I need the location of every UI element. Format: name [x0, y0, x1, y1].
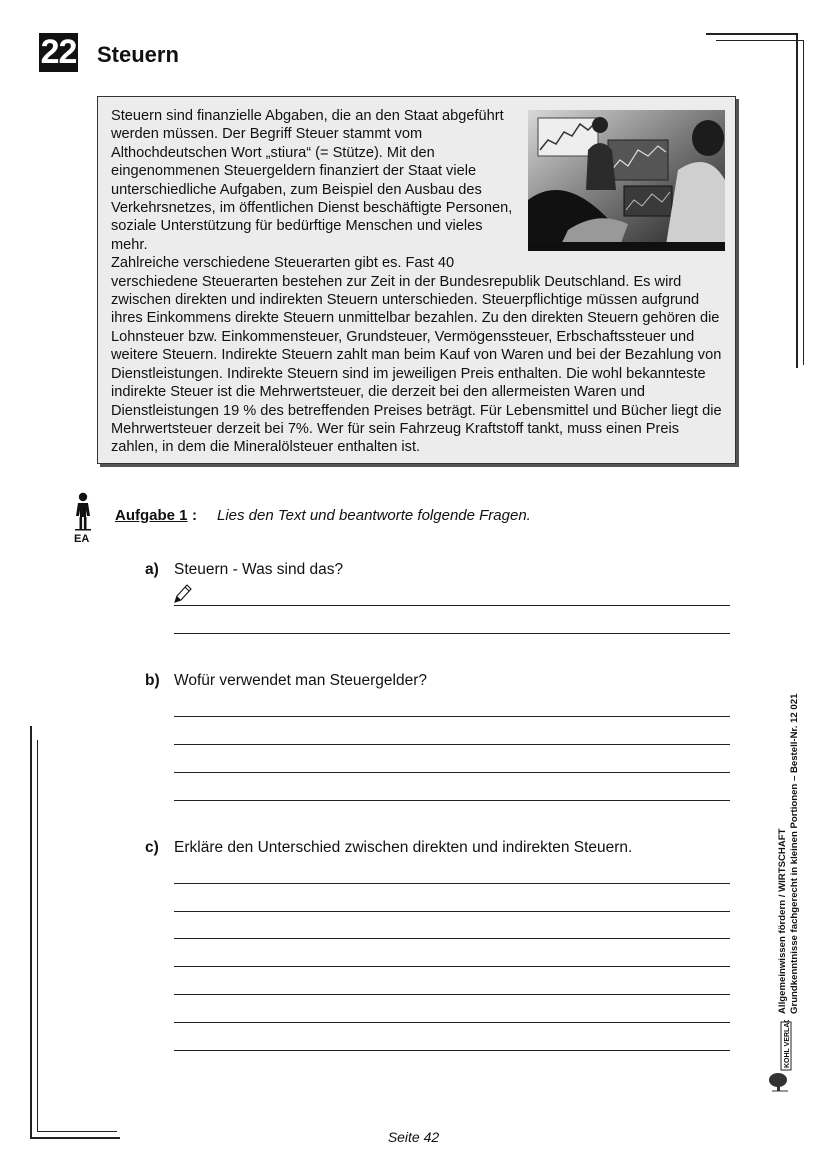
question-c-letter: c) [145, 839, 159, 856]
answer-line-c-2[interactable] [174, 911, 730, 912]
answer-line-b-1[interactable] [174, 716, 730, 717]
chapter-number: 22 [40, 33, 77, 71]
trading-office-photo [528, 110, 725, 251]
info-box [97, 96, 736, 464]
answer-line-c-3[interactable] [174, 938, 730, 939]
tree-logo-icon [768, 1020, 800, 1092]
sidebar-line-1: Allgemeinwissen fördern / WIRTSCHAFT [777, 828, 788, 1014]
info-text [111, 107, 725, 457]
answer-line-a-1[interactable] [174, 605, 730, 606]
publisher-name: KOHL VERLAG [784, 1020, 791, 1068]
answer-line-b-2[interactable] [174, 744, 730, 745]
info-paragraph-2: Zahlreiche verschiedene Steuerarten gibt es. Fast 40 verschiedene Steuerarten bestehen zur Zeit in der Bundesrepublik Deutschland. Es wird zwischen direkten und indirekten Steuern unterschieden. Steuerpflichtige müssen aufgrund ihres Einkommens direkte Steuern unmittelbar bezahlen. Zu den direkten Steuern gehören die Lohnsteuer bzw. Einkommensteuer, Grundsteuer, Vermögenssteuer, Erbschaftssteuer und weitere Steuern. Indirekte Steuern zahlt man beim Kauf von Waren und bei der Bezahlung von Dienstleistungen. Indirekte Steuern sind im jeweiligen Preis enthalten. Die wohl bekannteste indirekte Steuer ist die Mehrwertsteuer, die derzeit bei den allermeisten Waren und Dienstleistungen 19 % des betreffenden Preises beträgt. Für Lebensmittel und Bücher liegt die Mehrwertsteuer derzeit bei 7%. Wer für sein Fahrzeug Kraftstoff tankt, muss einen Preis zahlen, in dem die Mineralölsteuer enthalten ist. [111, 255, 722, 456]
answer-line-c-1[interactable] [174, 883, 730, 884]
task-label: Aufgabe 1 [115, 507, 188, 524]
publisher-logo [768, 1020, 800, 1092]
question-a-text: Steuern - Was sind das? [174, 561, 344, 578]
page-title: Steuern [97, 42, 179, 67]
answer-line-c-4[interactable] [174, 966, 730, 967]
pencil-icon [172, 583, 192, 605]
answer-line-c-5[interactable] [174, 994, 730, 995]
sidebar-line-2: Grundkenntnisse fachgerecht in kleinen Portionen – Bestell-Nr. 12 021 [789, 693, 800, 1014]
answer-line-b-4[interactable] [174, 800, 730, 801]
question-c-text: Erkläre den Unterschied zwischen direkten und indirekten Steuern. [174, 839, 633, 856]
task-instruction: Lies den Text und beantworte folgende Fragen. [217, 507, 531, 524]
info-paragraph-1: Steuern sind finanzielle Abgaben, die an den Staat abgeführt werden müssen. Der Begriff Steuer stammt vom Althochdeutschen Wort „stiura“ (= Stütze). Mit den eingenommenen Steuergeldern finanziert der Staat viele unterschiedliche Aufgaben, zum Beispiel den Ausbau des Verkehrsnetzes, im öffentlichen Dienst beschäftigte Personen, soziale Unterstützung für bedürftige Menschen und vieles mehr. [111, 108, 513, 253]
answer-line-a-2[interactable] [174, 633, 730, 634]
work-mode-label: EA [74, 533, 90, 545]
question-b-text: Wofür verwendet man Steuergelder? [174, 672, 428, 689]
answer-line-c-7[interactable] [174, 1050, 730, 1051]
answer-line-c-6[interactable] [174, 1022, 730, 1023]
page-number: Seite 42 [387, 1129, 440, 1145]
task-colon: : [192, 507, 197, 524]
trading-photo-illustration [528, 110, 725, 251]
person-icon [74, 492, 92, 532]
answer-line-b-3[interactable] [174, 772, 730, 773]
task-header [74, 492, 754, 552]
sidebar-series-info [777, 674, 801, 1014]
question-b-letter: b) [145, 672, 160, 689]
question-a-letter: a) [145, 561, 159, 578]
